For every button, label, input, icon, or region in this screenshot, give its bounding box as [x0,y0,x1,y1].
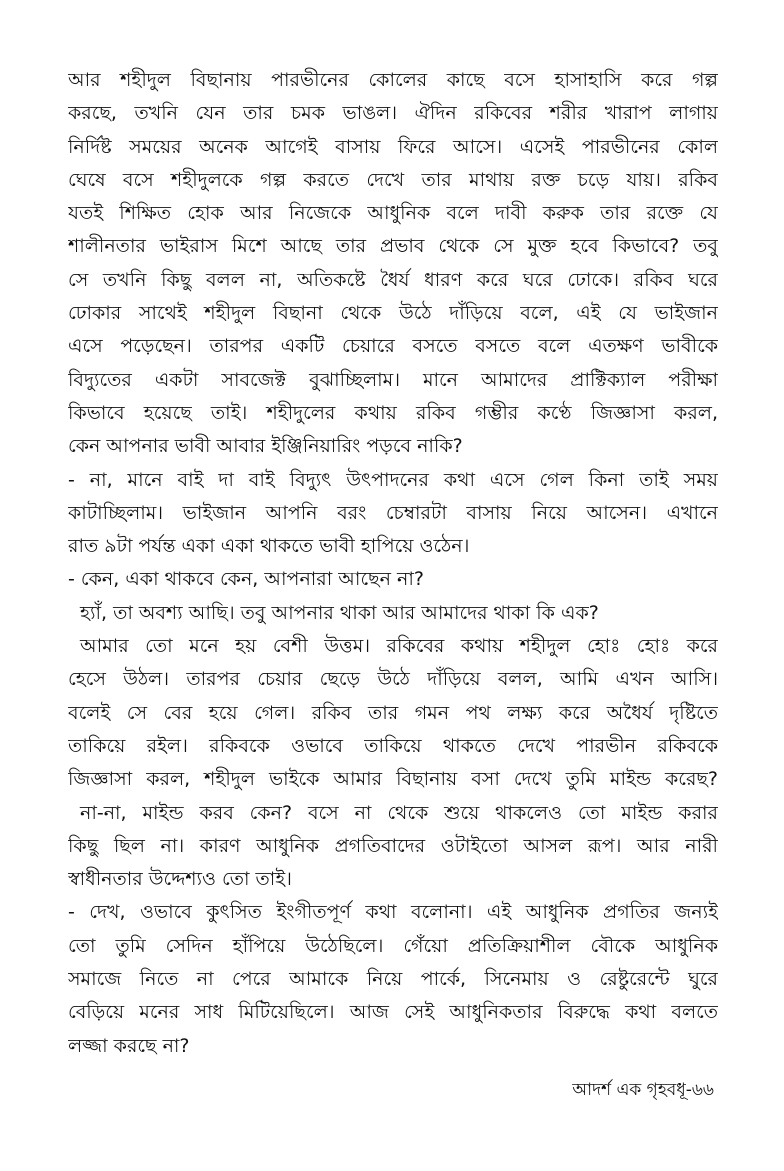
text-line-5: যতই শিক্ষিত হোক আর নিজেকে আধুনিক বলে দাবী করুক তার রক্তে যে [68,202,718,225]
text-line-17: হ্যাঁ, তা অবশ্য আছি। তবু আপনার থাকা আর আমাদের থাকা কি এক? [80,601,599,624]
page-body [68,64,718,1063]
page-footer: আদর্শ এক গৃহবধূ-৬৬ [572,1080,714,1100]
text-line-20: বলেই সে বের হয়ে গেল। রকিব তার গমন পথ লক্ষ্য করে অধৈর্য দৃষ্টিতে [68,701,718,724]
text-line-24: কিছু ছিল না। কারণ আধুনিক প্রগতিবাদের ওটাইতো আসল রূপ। আর নারী [68,834,718,857]
text-line-22: জিজ্ঞাসা করল, শহীদুল ভাইকে আমার বিছানায় বসা দেখে তুমি মাইন্ড করেছ? [68,768,718,791]
text-line-1: আর শহীদুল বিছানায় পারভীনের কোলের কাছে বসে হাসাহাসি করে গল্প [68,69,718,91]
text-line-3: নির্দিষ্ট সময়ের অনেক আগেই বাসায় ফিরে আসে। এসেই পারভীনের কোল [68,135,718,158]
text-line-28: সমাজে নিতে না পেরে আমাকে নিয়ে পার্কে, সিনেমায় ও রেষ্টুরেন্টে ঘুরে [68,968,718,991]
text-line-30: লজ্জা করছে না? [68,1034,190,1057]
text-line-18: আমার তো মনে হয় বেশী উত্তম। রকিবের কথায় শহীদুল হোঃ হোঃ করে [80,635,718,658]
text-line-21: তাকিয়ে রইল। রকিবকে ওভাবে তাকিয়ে থাকতে দেখে পারভীন রকিবকে [68,734,718,757]
text-line-19: হেসে উঠল। তারপর চেয়ার ছেড়ে উঠে দাঁড়িয়ে বলল, আমি এখন আসি। [68,668,718,691]
text-line-10: বিদ্যুতের একটা সাবজেক্ট বুঝাচ্ছিলাম। মানে আমাদের প্রাক্টিক্যাল পরীক্ষা [68,368,718,391]
text-line-14: কাটাচ্ছিলাম। ভাইজান আপনি বরং চেম্বারটা বাসায় নিয়ে আসেন। এখানে [68,501,718,524]
text-line-25: স্বাধীনতার উদ্দেশ্যও তো তাই। [68,868,292,891]
text-line-12: কেন আপনার ভাবী আবার ইঞ্জিনিয়ারিং পড়বে নাকি? [68,435,463,458]
text-line-13: - না, মানে বাই দা বাই বিদ্যুৎ উৎপাদনের কথা এসে গেল কিনা তাই সময় [68,468,718,491]
text-line-26: - দেখ, ওভাবে কুৎসিত ইংগীতপূর্ণ কথা বলোনা। এই আধুনিক প্রগতির জন্যই [68,901,718,924]
text-line-8: ঢোকার সাথেই শহীদুল বিছানা থেকে উঠে দাঁড়িয়ে বলে, এই যে ভাইজান [68,302,718,325]
text-line-7: সে তখনি কিছু বলল না, অতিকষ্টে ধৈর্য ধারণ করে ঘরে ঢোকে। রকিব ঘরে [68,268,718,291]
text-line-2: করছে, তখনি যেন তার চমক ভাঙল। ঐদিন রকিবের শরীর খারাপ লাগায় [68,102,718,125]
text-line-29: বেড়িয়ে মনের সাধ মিটিয়েছিলে। আজ সেই আধুনিকতার বিরুদ্ধে কথা বলতে [68,1001,718,1024]
text-line-23: না-না, মাইন্ড করব কেন? বসে না থেকে শুয়ে থাকলেও তো মাইন্ড করার [80,801,718,824]
text-line-4: ঘেষে বসে শহীদুলকে গল্প করতে দেখে তার মাথায় রক্ত চড়ে যায়। রকিব [68,168,718,191]
text-line-9: এসে পড়েছেন। তারপর একটি চেয়ারে বসতে বসতে বলে এতক্ষণ ভাবীকে [68,335,718,358]
text-line-15: রাত ৯টা পর্যন্ত একা একা থাকতে ভাবী হাপিয়ে ওঠেন। [68,535,470,558]
text-line-16: - কেন, একা থাকবে কেন, আপনারা আছেন না? [68,568,424,591]
text-line-27: তো তুমি সেদিন হাঁপিয়ে উঠেছিলে। গেঁয়ো প্রতিক্রিয়াশীল বৌকে আধুনিক [68,934,718,957]
text-line-11: কিভাবে হয়েছে তাই। শহীদুলের কথায় রকিব গম্ভীর কণ্ঠে জিজ্ঞাসা করল, [68,401,718,424]
text-line-6: শালীনতার ভাইরাস মিশে আছে তার প্রভাব থেকে সে মুক্ত হবে কিভাবে? তবু [68,235,718,258]
